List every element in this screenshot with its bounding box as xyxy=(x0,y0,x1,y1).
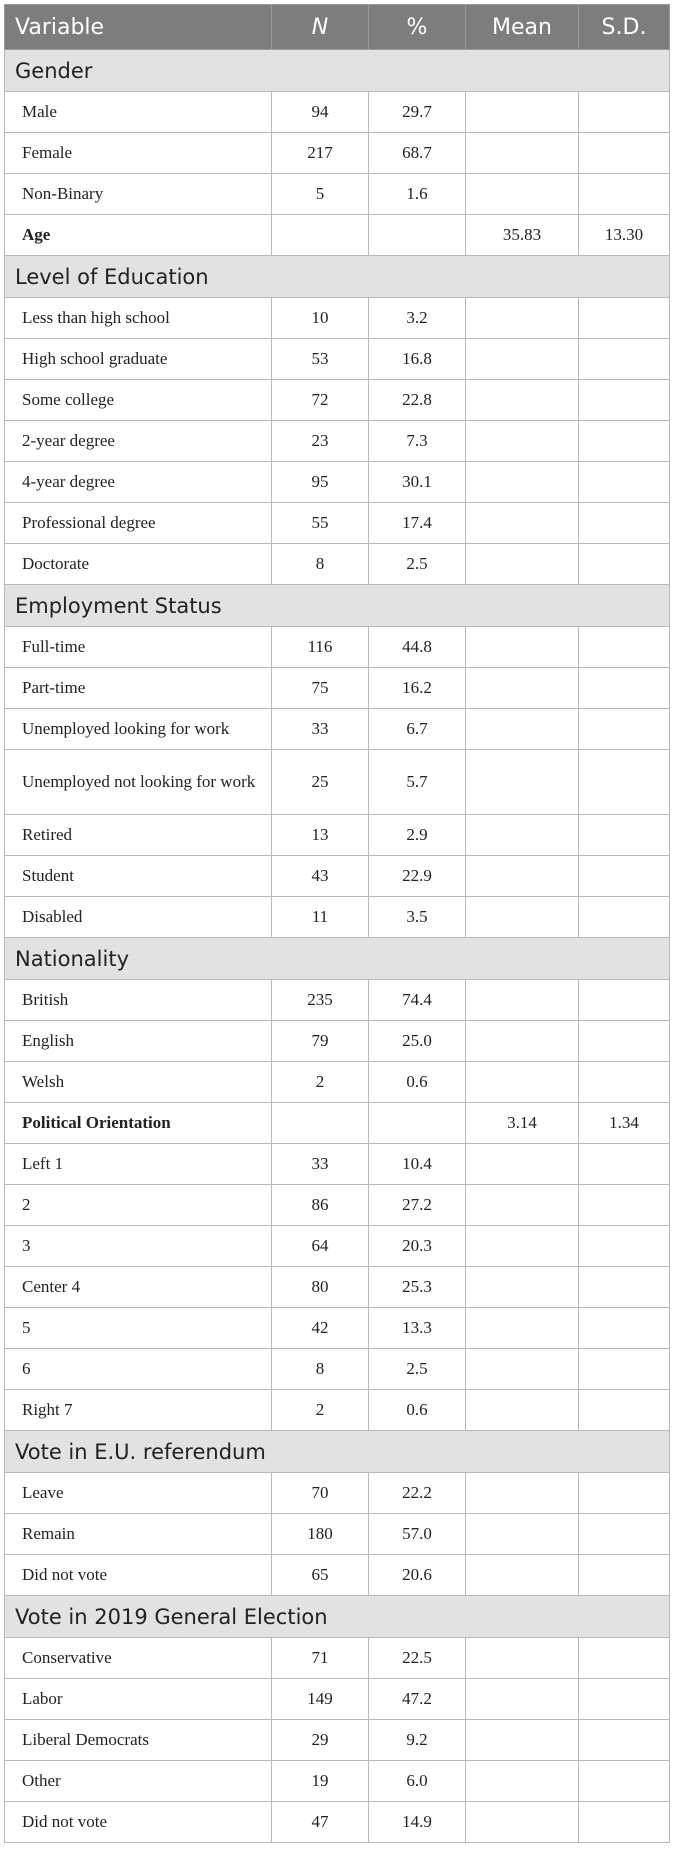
cell-n xyxy=(272,215,369,256)
cell-n: 180 xyxy=(272,1514,369,1555)
cell-percent: 6.7 xyxy=(369,709,466,750)
cell-sd xyxy=(579,1185,670,1226)
section-header-row xyxy=(5,938,670,980)
table-row xyxy=(5,215,670,256)
table-row xyxy=(5,1761,670,1802)
cell-sd xyxy=(579,544,670,585)
cell-n: 94 xyxy=(272,92,369,133)
cell-sd xyxy=(579,856,670,897)
table-row xyxy=(5,815,670,856)
cell-percent: 22.8 xyxy=(369,380,466,421)
cell-mean xyxy=(466,298,579,339)
cell-sd xyxy=(579,1267,670,1308)
cell-mean xyxy=(466,339,579,380)
row-label: Student xyxy=(5,856,272,897)
cell-n: 42 xyxy=(272,1308,369,1349)
table-row xyxy=(5,856,670,897)
cell-mean xyxy=(466,462,579,503)
cell-percent: 27.2 xyxy=(369,1185,466,1226)
cell-n: 25 xyxy=(272,750,369,815)
cell-mean xyxy=(466,174,579,215)
cell-sd xyxy=(579,668,670,709)
cell-percent: 2.5 xyxy=(369,544,466,585)
cell-percent: 22.9 xyxy=(369,856,466,897)
cell-n: 10 xyxy=(272,298,369,339)
table-row xyxy=(5,1267,670,1308)
row-label: Welsh xyxy=(5,1062,272,1103)
cell-mean xyxy=(466,1267,579,1308)
cell-n: 72 xyxy=(272,380,369,421)
cell-percent: 25.3 xyxy=(369,1267,466,1308)
cell-mean: 3.14 xyxy=(466,1103,579,1144)
cell-mean xyxy=(466,1473,579,1514)
table-row xyxy=(5,1308,670,1349)
cell-n: 8 xyxy=(272,1349,369,1390)
row-label: High school graduate xyxy=(5,339,272,380)
cell-percent: 6.0 xyxy=(369,1761,466,1802)
cell-mean xyxy=(466,668,579,709)
cell-sd xyxy=(579,1802,670,1843)
table-row xyxy=(5,544,670,585)
demographics-table xyxy=(4,4,670,1843)
cell-mean xyxy=(466,1761,579,1802)
cell-sd xyxy=(579,1062,670,1103)
section-title: Level of Education xyxy=(5,256,670,298)
row-label: Remain xyxy=(5,1514,272,1555)
table-row xyxy=(5,1226,670,1267)
cell-mean xyxy=(466,380,579,421)
cell-n: 5 xyxy=(272,174,369,215)
cell-sd xyxy=(579,1144,670,1185)
row-label: 2 xyxy=(5,1185,272,1226)
cell-mean xyxy=(466,627,579,668)
row-label: Left 1 xyxy=(5,1144,272,1185)
table-row xyxy=(5,897,670,938)
cell-sd xyxy=(579,133,670,174)
header-percent: % xyxy=(369,5,466,50)
row-label: Unemployed looking for work xyxy=(5,709,272,750)
cell-percent: 3.2 xyxy=(369,298,466,339)
cell-sd xyxy=(579,627,670,668)
table-row xyxy=(5,668,670,709)
cell-percent: 2.5 xyxy=(369,1349,466,1390)
row-label: Non-Binary xyxy=(5,174,272,215)
cell-mean xyxy=(466,92,579,133)
table-row xyxy=(5,1555,670,1596)
cell-sd xyxy=(579,709,670,750)
table-row xyxy=(5,750,670,815)
section-header-row xyxy=(5,256,670,298)
header-mean: Mean xyxy=(466,5,579,50)
section-header-row xyxy=(5,1431,670,1473)
cell-sd: 1.34 xyxy=(579,1103,670,1144)
cell-n: 33 xyxy=(272,709,369,750)
table-row xyxy=(5,980,670,1021)
cell-sd xyxy=(579,1761,670,1802)
cell-n: 2 xyxy=(272,1390,369,1431)
section-title: Gender xyxy=(5,50,670,92)
cell-n: 75 xyxy=(272,668,369,709)
cell-mean xyxy=(466,856,579,897)
table-row xyxy=(5,1514,670,1555)
section-header-row xyxy=(5,585,670,627)
cell-sd xyxy=(579,1390,670,1431)
table-row xyxy=(5,92,670,133)
row-label: Leave xyxy=(5,1473,272,1514)
row-label: Age xyxy=(5,215,272,256)
cell-mean xyxy=(466,1638,579,1679)
cell-sd xyxy=(579,1555,670,1596)
cell-percent: 7.3 xyxy=(369,421,466,462)
table-row xyxy=(5,1638,670,1679)
cell-mean xyxy=(466,750,579,815)
cell-percent: 13.3 xyxy=(369,1308,466,1349)
cell-sd xyxy=(579,92,670,133)
cell-mean xyxy=(466,815,579,856)
cell-mean xyxy=(466,1185,579,1226)
cell-mean xyxy=(466,1308,579,1349)
cell-n: 116 xyxy=(272,627,369,668)
cell-percent: 1.6 xyxy=(369,174,466,215)
cell-n: 217 xyxy=(272,133,369,174)
cell-mean xyxy=(466,1720,579,1761)
row-label: 6 xyxy=(5,1349,272,1390)
cell-percent: 30.1 xyxy=(369,462,466,503)
row-label: Less than high school xyxy=(5,298,272,339)
cell-sd xyxy=(579,298,670,339)
cell-sd xyxy=(579,174,670,215)
cell-percent: 57.0 xyxy=(369,1514,466,1555)
table-row xyxy=(5,1679,670,1720)
cell-percent: 2.9 xyxy=(369,815,466,856)
cell-n: 2 xyxy=(272,1062,369,1103)
cell-percent: 22.5 xyxy=(369,1638,466,1679)
row-label: Professional degree xyxy=(5,503,272,544)
row-label: 2-year degree xyxy=(5,421,272,462)
cell-n: 43 xyxy=(272,856,369,897)
cell-mean xyxy=(466,897,579,938)
cell-percent xyxy=(369,1103,466,1144)
cell-percent: 16.8 xyxy=(369,339,466,380)
table-row xyxy=(5,1802,670,1843)
cell-mean xyxy=(466,1226,579,1267)
cell-percent: 16.2 xyxy=(369,668,466,709)
row-label: Unemployed not looking for work xyxy=(5,750,272,815)
row-label: Did not vote xyxy=(5,1555,272,1596)
table-row xyxy=(5,1144,670,1185)
cell-percent: 17.4 xyxy=(369,503,466,544)
row-label: Retired xyxy=(5,815,272,856)
row-label: 4-year degree xyxy=(5,462,272,503)
table-row xyxy=(5,1021,670,1062)
table-row xyxy=(5,709,670,750)
row-label: British xyxy=(5,980,272,1021)
cell-sd xyxy=(579,815,670,856)
cell-n: 55 xyxy=(272,503,369,544)
cell-sd xyxy=(579,1349,670,1390)
cell-sd xyxy=(579,897,670,938)
cell-sd: 13.30 xyxy=(579,215,670,256)
cell-percent: 29.7 xyxy=(369,92,466,133)
cell-sd xyxy=(579,1473,670,1514)
section-title: Vote in E.U. referendum xyxy=(5,1431,670,1473)
row-label: English xyxy=(5,1021,272,1062)
table-row xyxy=(5,462,670,503)
table-row xyxy=(5,1062,670,1103)
cell-percent: 74.4 xyxy=(369,980,466,1021)
cell-mean xyxy=(466,1390,579,1431)
table-row xyxy=(5,421,670,462)
cell-sd xyxy=(579,1638,670,1679)
cell-percent: 20.3 xyxy=(369,1226,466,1267)
row-label: Conservative xyxy=(5,1638,272,1679)
table-body xyxy=(5,50,670,1843)
cell-mean xyxy=(466,421,579,462)
cell-percent xyxy=(369,215,466,256)
table-row xyxy=(5,133,670,174)
cell-percent: 0.6 xyxy=(369,1062,466,1103)
row-label: Other xyxy=(5,1761,272,1802)
cell-sd xyxy=(579,380,670,421)
cell-sd xyxy=(579,339,670,380)
table-row xyxy=(5,1103,670,1144)
cell-sd xyxy=(579,1679,670,1720)
table-row xyxy=(5,339,670,380)
cell-mean xyxy=(466,1802,579,1843)
cell-percent: 22.2 xyxy=(369,1473,466,1514)
cell-n: 70 xyxy=(272,1473,369,1514)
cell-mean: 35.83 xyxy=(466,215,579,256)
cell-percent: 5.7 xyxy=(369,750,466,815)
table-row xyxy=(5,298,670,339)
row-label: Full-time xyxy=(5,627,272,668)
cell-n: 64 xyxy=(272,1226,369,1267)
cell-sd xyxy=(579,750,670,815)
section-header-row xyxy=(5,1596,670,1638)
cell-sd xyxy=(579,1514,670,1555)
table-row xyxy=(5,380,670,421)
row-label: Right 7 xyxy=(5,1390,272,1431)
section-title: Nationality xyxy=(5,938,670,980)
cell-n: 235 xyxy=(272,980,369,1021)
cell-n: 65 xyxy=(272,1555,369,1596)
header-sd: S.D. xyxy=(579,5,670,50)
cell-n: 33 xyxy=(272,1144,369,1185)
cell-n: 11 xyxy=(272,897,369,938)
cell-percent: 10.4 xyxy=(369,1144,466,1185)
cell-sd xyxy=(579,503,670,544)
cell-n: 149 xyxy=(272,1679,369,1720)
cell-mean xyxy=(466,133,579,174)
table-row xyxy=(5,1185,670,1226)
cell-n: 23 xyxy=(272,421,369,462)
row-label: Doctorate xyxy=(5,544,272,585)
header-n: N xyxy=(272,5,369,50)
table-row xyxy=(5,174,670,215)
cell-percent: 44.8 xyxy=(369,627,466,668)
cell-mean xyxy=(466,980,579,1021)
cell-mean xyxy=(466,1021,579,1062)
cell-sd xyxy=(579,1021,670,1062)
cell-percent: 20.6 xyxy=(369,1555,466,1596)
cell-percent: 3.5 xyxy=(369,897,466,938)
header-row xyxy=(5,5,670,50)
row-label: Disabled xyxy=(5,897,272,938)
row-label: 5 xyxy=(5,1308,272,1349)
cell-n: 53 xyxy=(272,339,369,380)
header-variable: Variable xyxy=(5,5,272,50)
cell-sd xyxy=(579,1308,670,1349)
cell-n: 8 xyxy=(272,544,369,585)
row-label: 3 xyxy=(5,1226,272,1267)
cell-percent: 25.0 xyxy=(369,1021,466,1062)
cell-n: 29 xyxy=(272,1720,369,1761)
cell-n: 19 xyxy=(272,1761,369,1802)
cell-n: 71 xyxy=(272,1638,369,1679)
cell-percent: 68.7 xyxy=(369,133,466,174)
cell-percent: 14.9 xyxy=(369,1802,466,1843)
cell-mean xyxy=(466,1349,579,1390)
cell-percent: 0.6 xyxy=(369,1390,466,1431)
table-row xyxy=(5,1390,670,1431)
row-label: Part-time xyxy=(5,668,272,709)
cell-n: 95 xyxy=(272,462,369,503)
cell-mean xyxy=(466,1555,579,1596)
cell-sd xyxy=(579,462,670,503)
cell-n: 13 xyxy=(272,815,369,856)
section-title: Employment Status xyxy=(5,585,670,627)
cell-n: 79 xyxy=(272,1021,369,1062)
cell-mean xyxy=(466,544,579,585)
cell-sd xyxy=(579,421,670,462)
cell-n: 80 xyxy=(272,1267,369,1308)
section-title: Vote in 2019 General Election xyxy=(5,1596,670,1638)
row-label: Did not vote xyxy=(5,1802,272,1843)
cell-mean xyxy=(466,1144,579,1185)
table-row xyxy=(5,503,670,544)
cell-mean xyxy=(466,1062,579,1103)
cell-percent: 47.2 xyxy=(369,1679,466,1720)
cell-mean xyxy=(466,1679,579,1720)
cell-n: 86 xyxy=(272,1185,369,1226)
table-row xyxy=(5,627,670,668)
row-label: Center 4 xyxy=(5,1267,272,1308)
cell-n xyxy=(272,1103,369,1144)
row-label: Political Orientation xyxy=(5,1103,272,1144)
section-header-row xyxy=(5,50,670,92)
cell-mean xyxy=(466,503,579,544)
cell-percent: 9.2 xyxy=(369,1720,466,1761)
cell-n: 47 xyxy=(272,1802,369,1843)
row-label: Labor xyxy=(5,1679,272,1720)
row-label: Male xyxy=(5,92,272,133)
table-row xyxy=(5,1720,670,1761)
cell-sd xyxy=(579,1720,670,1761)
cell-mean xyxy=(466,709,579,750)
row-label: Female xyxy=(5,133,272,174)
row-label: Some college xyxy=(5,380,272,421)
cell-sd xyxy=(579,1226,670,1267)
table-row xyxy=(5,1349,670,1390)
cell-mean xyxy=(466,1514,579,1555)
row-label: Liberal Democrats xyxy=(5,1720,272,1761)
table-row xyxy=(5,1473,670,1514)
cell-sd xyxy=(579,980,670,1021)
